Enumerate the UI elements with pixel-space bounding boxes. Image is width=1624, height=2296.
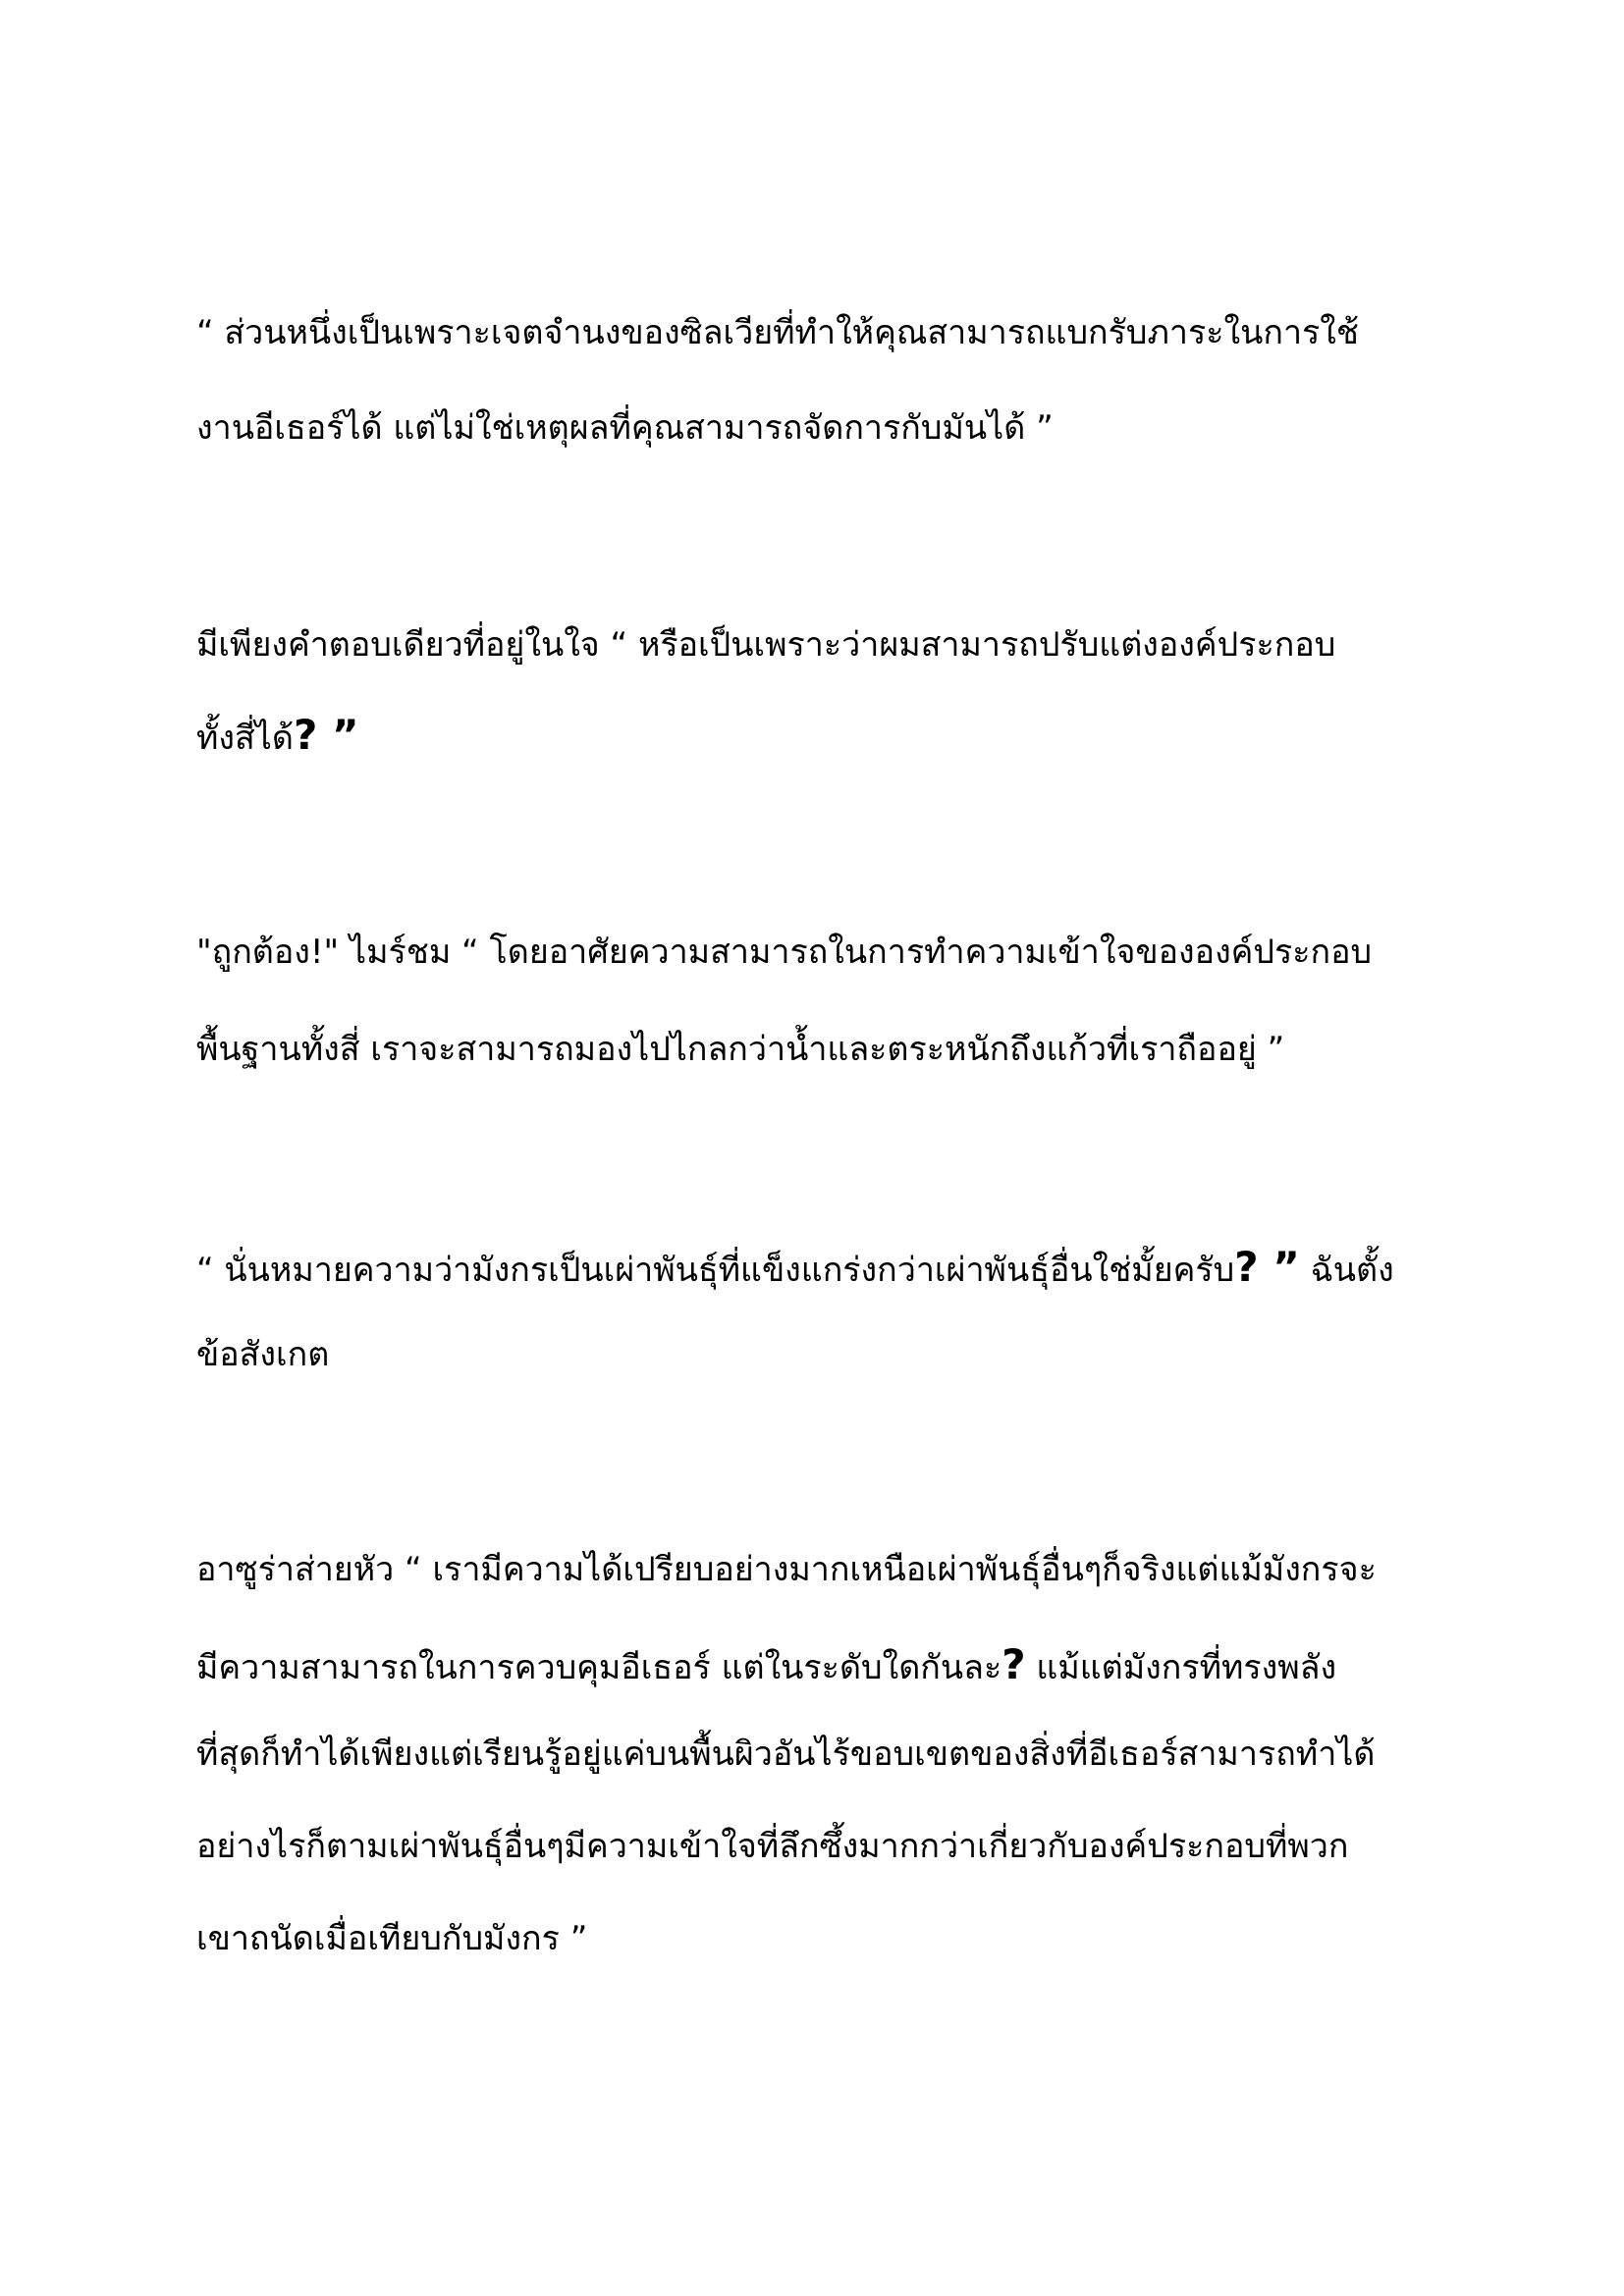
paragraph-5-line-4: อย่างไรก็ตามเผ่าพันธุ์อื่นๆมีความเข้าใจที่ลึกซึ้งมากกว่าเกี่ยวกับองค์ประกอบที่พวก bbox=[196, 1827, 1349, 1866]
paragraph-4-line-1-tail: ฉันตั้ง bbox=[1299, 1251, 1394, 1290]
paragraph-1-line-1: “ ส่วนหนึ่งเป็นเพราะเจตจำนงของซิลเวียที่ทำให้คุณสามารถแบกรับภาระในการใช้ bbox=[196, 313, 1359, 352]
paragraph-3-line-1: "ถูกต้อง!" ไมร์ชม “ โดยอาศัยความสามารถในการทำความเข้าใจขององค์ประกอบ bbox=[196, 933, 1373, 972]
question-mark: ? bbox=[1001, 1640, 1026, 1688]
paragraph-5-line-2 bbox=[196, 1640, 1337, 1688]
paragraph-2-line-2 bbox=[196, 711, 359, 759]
paragraph-5-line-3: ที่สุดก็ทำได้เพียงแต่เรียนรู้อยู่แค่บนพื้นผิวอันไร้ขอบเขตของสิ่งที่อีเธอร์สามารถทำได้ bbox=[196, 1735, 1376, 1774]
question-mark-quote: ? ” bbox=[1234, 1243, 1300, 1291]
paragraph-5-line-5: เขาถนัดเมื่อเทียบกับมังกร ” bbox=[196, 1919, 588, 1958]
paragraph-2-line-1: มีเพียงคำตอบเดียวที่อยู่ในใจ “ หรือเป็นเพราะว่าผมสามารถปรับแต่งองค์ประกอบ bbox=[196, 625, 1336, 665]
paragraph-4-line-1-text: “ นั่นหมายความว่ามังกรเป็นเผ่าพันธุ์ที่แข็งแกร่งกว่าเผ่าพันธุ์อื่นใช่มั้ยครับ bbox=[196, 1251, 1235, 1290]
question-mark-quote: ? ” bbox=[293, 711, 359, 759]
paragraph-4-line-2: ข้อสังเกต bbox=[196, 1335, 330, 1374]
paragraph-1-line-2: งานอีเธอร์ได้ แต่ไม่ใช่เหตุผลที่คุณสามารถจัดการกับมันได้ ” bbox=[196, 408, 1054, 448]
paragraph-2-line-2-text: ทั้งสี่ได้ bbox=[196, 719, 294, 758]
paragraph-5-line-2-tail: แม้แต่มังกรที่ทรงพลัง bbox=[1025, 1648, 1337, 1687]
paragraph-5-line-1: อาซูร่าส่ายหัว “ เรามีความได้เปรียบอย่างมากเหนือเผ่าพันธุ์อื่นๆก็จริงแต่แม้มังกรจะ bbox=[196, 1550, 1377, 1589]
paragraph-5-line-2-text: มีความสามารถในการควบคุมอีเธอร์ แต่ในระดับใดกันละ bbox=[196, 1648, 1002, 1687]
paragraph-4-line-1 bbox=[196, 1243, 1394, 1291]
paragraph-3-line-2: พื้นฐานทั้งสี่ เราจะสามารถมองไปไกลกว่าน้ำและตระหนักถึงแก้วที่เราถืออยู่ ” bbox=[196, 1030, 1285, 1069]
